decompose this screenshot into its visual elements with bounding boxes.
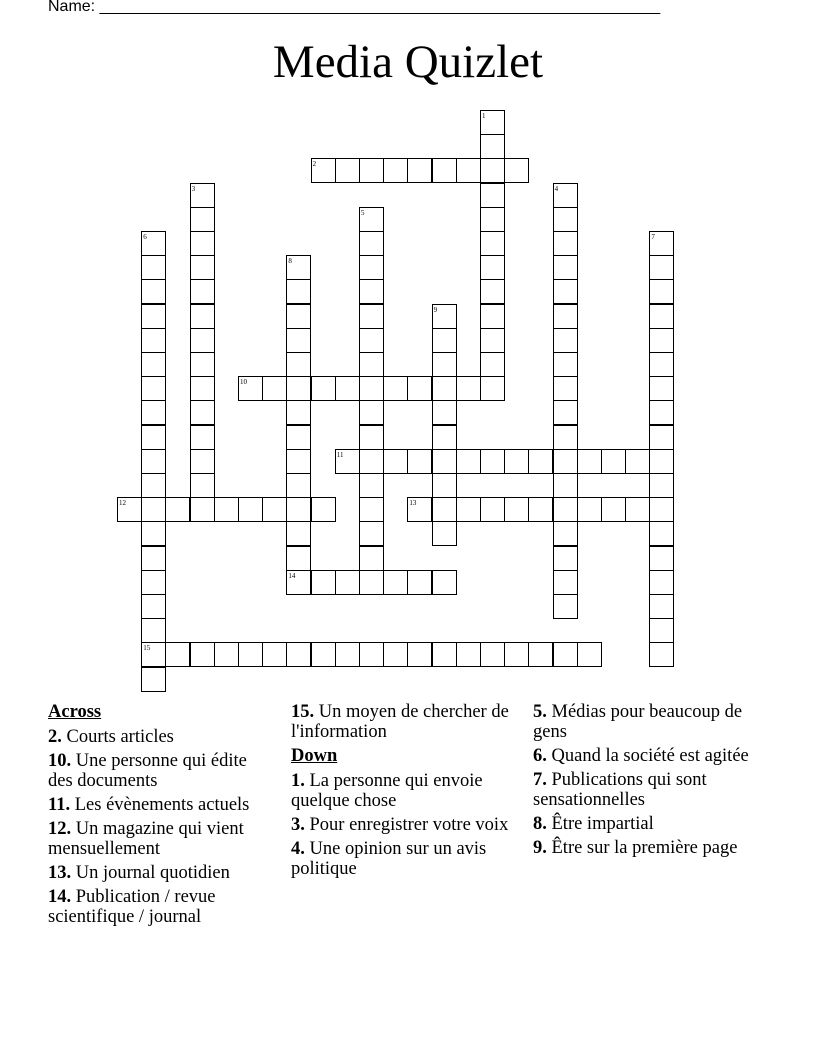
crossword-cell[interactable]	[359, 279, 384, 304]
cell-number: 13	[409, 499, 417, 508]
crossword-cell[interactable]	[407, 158, 432, 183]
cell-number: 4	[554, 184, 559, 193]
crossword-cell[interactable]	[553, 255, 578, 280]
crossword-cell[interactable]	[601, 449, 626, 474]
crossword-cell[interactable]	[141, 473, 166, 498]
crossword-cell[interactable]	[432, 400, 457, 425]
crossword-cell[interactable]	[286, 546, 311, 571]
crossword-cell[interactable]	[311, 376, 336, 401]
crossword-cell[interactable]	[311, 642, 336, 667]
crossword-cell[interactable]	[311, 497, 336, 522]
crossword-cell[interactable]	[407, 497, 432, 522]
crossword-cell[interactable]	[625, 497, 650, 522]
clue-text: Être impartial	[551, 814, 654, 834]
crossword-cell[interactable]	[407, 642, 432, 667]
crossword-cell[interactable]	[359, 521, 384, 546]
crossword-cell[interactable]	[649, 546, 674, 571]
crossword-cell[interactable]	[262, 376, 287, 401]
crossword-cell[interactable]	[141, 497, 166, 522]
clue-across-15	[291, 702, 516, 742]
clue-text: Un journal quotidien	[75, 863, 230, 883]
crossword-cell[interactable]	[480, 642, 505, 667]
crossword-cell[interactable]	[335, 376, 360, 401]
cell-number: 11	[336, 450, 344, 459]
crossword-cell[interactable]	[311, 570, 336, 595]
clue-down-5	[533, 702, 758, 742]
crossword-cell[interactable]	[553, 449, 578, 474]
crossword-cell[interactable]	[553, 473, 578, 498]
crossword-cell[interactable]	[141, 231, 166, 256]
across-heading: Across	[48, 702, 102, 722]
crossword-cell[interactable]	[286, 400, 311, 425]
crossword-cell[interactable]	[141, 570, 166, 595]
cell-number: 2	[312, 160, 317, 169]
crossword-cell[interactable]	[480, 231, 505, 256]
crossword-cell[interactable]	[359, 207, 384, 232]
crossword-cell[interactable]	[190, 473, 215, 498]
crossword-cell[interactable]	[528, 449, 553, 474]
crossword-cell[interactable]	[504, 642, 529, 667]
crossword-cell[interactable]	[359, 425, 384, 450]
clue-text: Une personne qui édite des documents	[48, 751, 247, 791]
clue-across-13	[48, 863, 273, 883]
crossword-cell[interactable]	[359, 546, 384, 571]
crossword-cell[interactable]	[286, 497, 311, 522]
crossword-cell[interactable]	[190, 425, 215, 450]
crossword-cell[interactable]	[359, 231, 384, 256]
name-line[interactable]: Name: _______________________________________________________________	[48, 0, 661, 15]
crossword-cell[interactable]	[480, 279, 505, 304]
crossword-cell[interactable]	[214, 497, 239, 522]
clues-column-3	[533, 702, 758, 862]
crossword-cell[interactable]	[553, 207, 578, 232]
crossword-cell[interactable]	[286, 279, 311, 304]
clue-down-1	[291, 771, 516, 811]
crossword-cell[interactable]	[480, 110, 505, 135]
crossword-cell[interactable]	[553, 328, 578, 353]
crossword-cell[interactable]	[649, 594, 674, 619]
crossword-cell[interactable]	[528, 642, 553, 667]
crossword-cell[interactable]	[190, 449, 215, 474]
clues-column-2	[291, 702, 516, 883]
crossword-cell[interactable]	[432, 473, 457, 498]
down-heading: Down	[291, 746, 338, 766]
crossword-cell[interactable]	[335, 158, 360, 183]
crossword-cell[interactable]	[141, 425, 166, 450]
crossword-cell[interactable]	[432, 425, 457, 450]
crossword-cell[interactable]	[432, 449, 457, 474]
crossword-cell[interactable]	[238, 497, 263, 522]
crossword-cell[interactable]	[286, 352, 311, 377]
cell-number: 1	[482, 112, 486, 120]
crossword-cell[interactable]	[141, 618, 166, 643]
crossword-cell[interactable]	[335, 449, 360, 474]
crossword-cell[interactable]	[190, 207, 215, 232]
crossword-cell[interactable]	[649, 352, 674, 377]
crossword-cell[interactable]	[383, 449, 408, 474]
crossword-cell[interactable]	[553, 594, 578, 619]
crossword-cell[interactable]	[359, 570, 384, 595]
crossword-cell[interactable]	[286, 304, 311, 329]
crossword-cell[interactable]	[286, 570, 311, 595]
crossword-cell[interactable]	[649, 255, 674, 280]
clue-text: Médias pour beaucoup de gens	[533, 702, 743, 742]
crossword-cell[interactable]	[553, 570, 578, 595]
crossword-cell[interactable]	[480, 376, 505, 401]
clue-text: Un magazine qui vient mensuellement	[48, 819, 244, 859]
clue-number: 2.	[48, 727, 62, 747]
crossword-cell[interactable]	[141, 304, 166, 329]
crossword-cell[interactable]	[649, 497, 674, 522]
crossword-cell[interactable]	[480, 328, 505, 353]
crossword-cell[interactable]	[553, 304, 578, 329]
crossword-cell[interactable]	[286, 473, 311, 498]
crossword-cell[interactable]	[335, 570, 360, 595]
crossword-cell[interactable]	[383, 158, 408, 183]
crossword-cell[interactable]	[238, 376, 263, 401]
clue-text: Quand la société est agitée	[551, 746, 749, 766]
clue-text: Être sur la première page	[551, 838, 738, 858]
clue-number: 10.	[48, 751, 72, 771]
clues-column-1	[48, 702, 273, 931]
clue-across-12	[48, 819, 273, 859]
crossword-cell[interactable]	[141, 279, 166, 304]
crossword-cell[interactable]	[432, 158, 457, 183]
crossword-cell[interactable]	[286, 521, 311, 546]
cell-number: 15	[143, 644, 151, 653]
crossword-cell[interactable]	[577, 449, 602, 474]
crossword-cell[interactable]	[480, 134, 505, 159]
crossword-cell[interactable]	[649, 521, 674, 546]
crossword-cell[interactable]	[553, 546, 578, 571]
cell-number: 9	[433, 305, 438, 314]
crossword-cell[interactable]	[311, 158, 336, 183]
clue-across-10	[48, 751, 273, 791]
crossword-cell[interactable]	[286, 449, 311, 474]
crossword-cell[interactable]	[649, 618, 674, 643]
clue-down-7	[533, 770, 758, 810]
crossword-cell[interactable]	[432, 352, 457, 377]
crossword-cell[interactable]	[649, 279, 674, 304]
clue-text: La personne qui envoie quelque chose	[291, 771, 483, 811]
crossword-cell[interactable]	[262, 497, 287, 522]
crossword-cell[interactable]	[359, 473, 384, 498]
crossword-cell[interactable]	[190, 376, 215, 401]
crossword-cell[interactable]	[553, 400, 578, 425]
crossword-cell[interactable]	[480, 158, 505, 183]
clue-number: 14.	[48, 887, 72, 907]
crossword-cell[interactable]	[214, 642, 239, 667]
crossword-cell[interactable]	[165, 642, 190, 667]
clue-number: 7.	[533, 770, 547, 790]
clue-number: 9.	[533, 838, 547, 858]
clue-number: 13.	[48, 863, 72, 883]
crossword-cell[interactable]	[480, 497, 505, 522]
clue-across-11	[48, 795, 273, 815]
crossword-cell[interactable]	[117, 497, 142, 522]
clue-text: Un moyen de chercher de l'information	[291, 702, 509, 742]
crossword-cell[interactable]	[649, 400, 674, 425]
crossword-cell[interactable]	[553, 376, 578, 401]
crossword-cell[interactable]	[359, 497, 384, 522]
crossword-cell[interactable]	[141, 352, 166, 377]
crossword-cell[interactable]	[553, 497, 578, 522]
crossword-cell[interactable]	[190, 497, 215, 522]
crossword-cell[interactable]	[141, 521, 166, 546]
crossword-cell[interactable]	[432, 521, 457, 546]
crossword-cell[interactable]	[141, 376, 166, 401]
crossword-cell[interactable]	[165, 497, 190, 522]
crossword-cell[interactable]	[456, 376, 481, 401]
clue-number: 12.	[48, 819, 72, 839]
crossword-cell[interactable]	[432, 328, 457, 353]
crossword-cell[interactable]	[407, 449, 432, 474]
crossword-cell[interactable]	[407, 376, 432, 401]
crossword-cell[interactable]	[649, 425, 674, 450]
cell-number: 5	[361, 208, 365, 217]
cell-number: 10	[240, 378, 247, 387]
crossword-cell[interactable]	[553, 521, 578, 546]
crossword-cell[interactable]	[649, 231, 674, 256]
crossword-cell[interactable]	[190, 642, 215, 667]
clue-across-14	[48, 887, 273, 927]
crossword-cell[interactable]	[456, 158, 481, 183]
crossword-cell[interactable]	[432, 304, 457, 329]
crossword-cell[interactable]	[141, 594, 166, 619]
crossword-cell[interactable]	[456, 449, 481, 474]
crossword-cell[interactable]	[649, 304, 674, 329]
crossword-cell[interactable]	[649, 376, 674, 401]
crossword-cell[interactable]	[359, 352, 384, 377]
cell-number: 3	[191, 184, 196, 193]
crossword-cell[interactable]	[553, 425, 578, 450]
crossword-cell[interactable]	[286, 255, 311, 280]
crossword-cell[interactable]	[456, 497, 481, 522]
crossword-cell[interactable]	[359, 376, 384, 401]
clue-text: Publication / revue scientifique / journal	[48, 887, 216, 927]
crossword-cell[interactable]	[432, 497, 457, 522]
crossword-cell[interactable]	[141, 400, 166, 425]
crossword-cell[interactable]	[286, 425, 311, 450]
clue-number: 1.	[291, 771, 305, 791]
cell-number: 7	[651, 233, 655, 241]
crossword-cell[interactable]	[262, 642, 287, 667]
crossword-cell[interactable]	[577, 497, 602, 522]
cell-number: 8	[288, 257, 292, 266]
crossword-cell[interactable]	[383, 376, 408, 401]
crossword-cell[interactable]	[383, 570, 408, 595]
crossword-cell[interactable]	[359, 400, 384, 425]
crossword-cell[interactable]	[432, 376, 457, 401]
clue-down-6	[533, 746, 758, 766]
crossword-cell[interactable]	[504, 449, 529, 474]
clue-down-9	[533, 838, 758, 858]
clue-number: 6.	[533, 746, 547, 766]
clue-text: Une opinion sur un avis politique	[291, 839, 487, 879]
crossword-cell[interactable]	[480, 183, 505, 208]
crossword-cell[interactable]	[359, 328, 384, 353]
crossword-cell[interactable]	[601, 497, 626, 522]
crossword-cell[interactable]	[359, 449, 384, 474]
crossword-cell[interactable]	[190, 352, 215, 377]
crossword-cell[interactable]	[286, 328, 311, 353]
crossword-cell[interactable]	[528, 497, 553, 522]
crossword-cell[interactable]	[190, 328, 215, 353]
crossword-cell[interactable]	[577, 642, 602, 667]
crossword-cell[interactable]	[432, 642, 457, 667]
crossword-cell[interactable]	[649, 473, 674, 498]
crossword-cell[interactable]	[141, 642, 166, 667]
crossword-cell[interactable]	[553, 183, 578, 208]
crossword-cell[interactable]	[649, 642, 674, 667]
cell-number: 6	[143, 233, 147, 241]
crossword-cell[interactable]	[190, 304, 215, 329]
crossword-cell[interactable]	[407, 570, 432, 595]
crossword-cell[interactable]	[432, 570, 457, 595]
crossword-cell[interactable]	[190, 279, 215, 304]
crossword-cell[interactable]	[553, 642, 578, 667]
crossword-cell[interactable]	[383, 642, 408, 667]
crossword-cell[interactable]	[480, 304, 505, 329]
crossword-cell[interactable]	[359, 158, 384, 183]
crossword-cell[interactable]	[141, 449, 166, 474]
crossword-cell[interactable]	[480, 207, 505, 232]
crossword-cell[interactable]	[504, 158, 529, 183]
clue-number: 15.	[291, 702, 315, 722]
crossword-cell[interactable]	[286, 642, 311, 667]
crossword-cell[interactable]	[190, 183, 215, 208]
crossword-cell[interactable]	[553, 352, 578, 377]
crossword-cell[interactable]	[359, 642, 384, 667]
clue-number: 8.	[533, 814, 547, 834]
page-title: Media Quizlet	[272, 36, 544, 88]
clue-across-2	[48, 727, 273, 747]
clue-number: 5.	[533, 702, 547, 722]
clue-down-3	[291, 815, 516, 835]
crossword-cell[interactable]	[286, 376, 311, 401]
crossword-cell[interactable]	[553, 279, 578, 304]
crossword-cell[interactable]	[504, 497, 529, 522]
clue-text: Pour enregistrer votre voix	[309, 815, 509, 835]
crossword-cell[interactable]	[190, 231, 215, 256]
crossword-cell[interactable]	[190, 255, 215, 280]
cell-number: 14	[288, 571, 296, 580]
crossword-cell[interactable]	[456, 642, 481, 667]
crossword-cell[interactable]	[190, 400, 215, 425]
crossword-cell[interactable]	[141, 328, 166, 353]
crossword-cell[interactable]	[480, 255, 505, 280]
crossword-cell[interactable]	[141, 255, 166, 280]
crossword-cell[interactable]	[625, 449, 650, 474]
crossword-cell[interactable]	[480, 449, 505, 474]
clue-number: 4.	[291, 839, 305, 859]
clue-down-4	[291, 839, 516, 879]
crossword-cell[interactable]	[649, 449, 674, 474]
clue-text: Les évènements actuels	[74, 795, 250, 815]
crossword-cell[interactable]	[335, 642, 360, 667]
crossword-cell[interactable]	[238, 642, 263, 667]
crossword-cell[interactable]	[480, 352, 505, 377]
crossword-cell[interactable]	[649, 328, 674, 353]
crossword-cell[interactable]	[141, 546, 166, 571]
clue-number: 11.	[48, 795, 71, 815]
crossword-cell[interactable]	[359, 255, 384, 280]
clue-down-8	[533, 814, 758, 834]
clue-text: Publications qui sont sensationnelles	[533, 770, 707, 810]
crossword-cell[interactable]	[553, 231, 578, 256]
clue-text: Courts articles	[66, 727, 174, 747]
clue-number: 3.	[291, 815, 305, 835]
crossword-cell[interactable]	[359, 304, 384, 329]
crossword-cell[interactable]	[141, 667, 166, 692]
crossword-cell[interactable]	[649, 570, 674, 595]
cell-number: 12	[119, 499, 126, 508]
